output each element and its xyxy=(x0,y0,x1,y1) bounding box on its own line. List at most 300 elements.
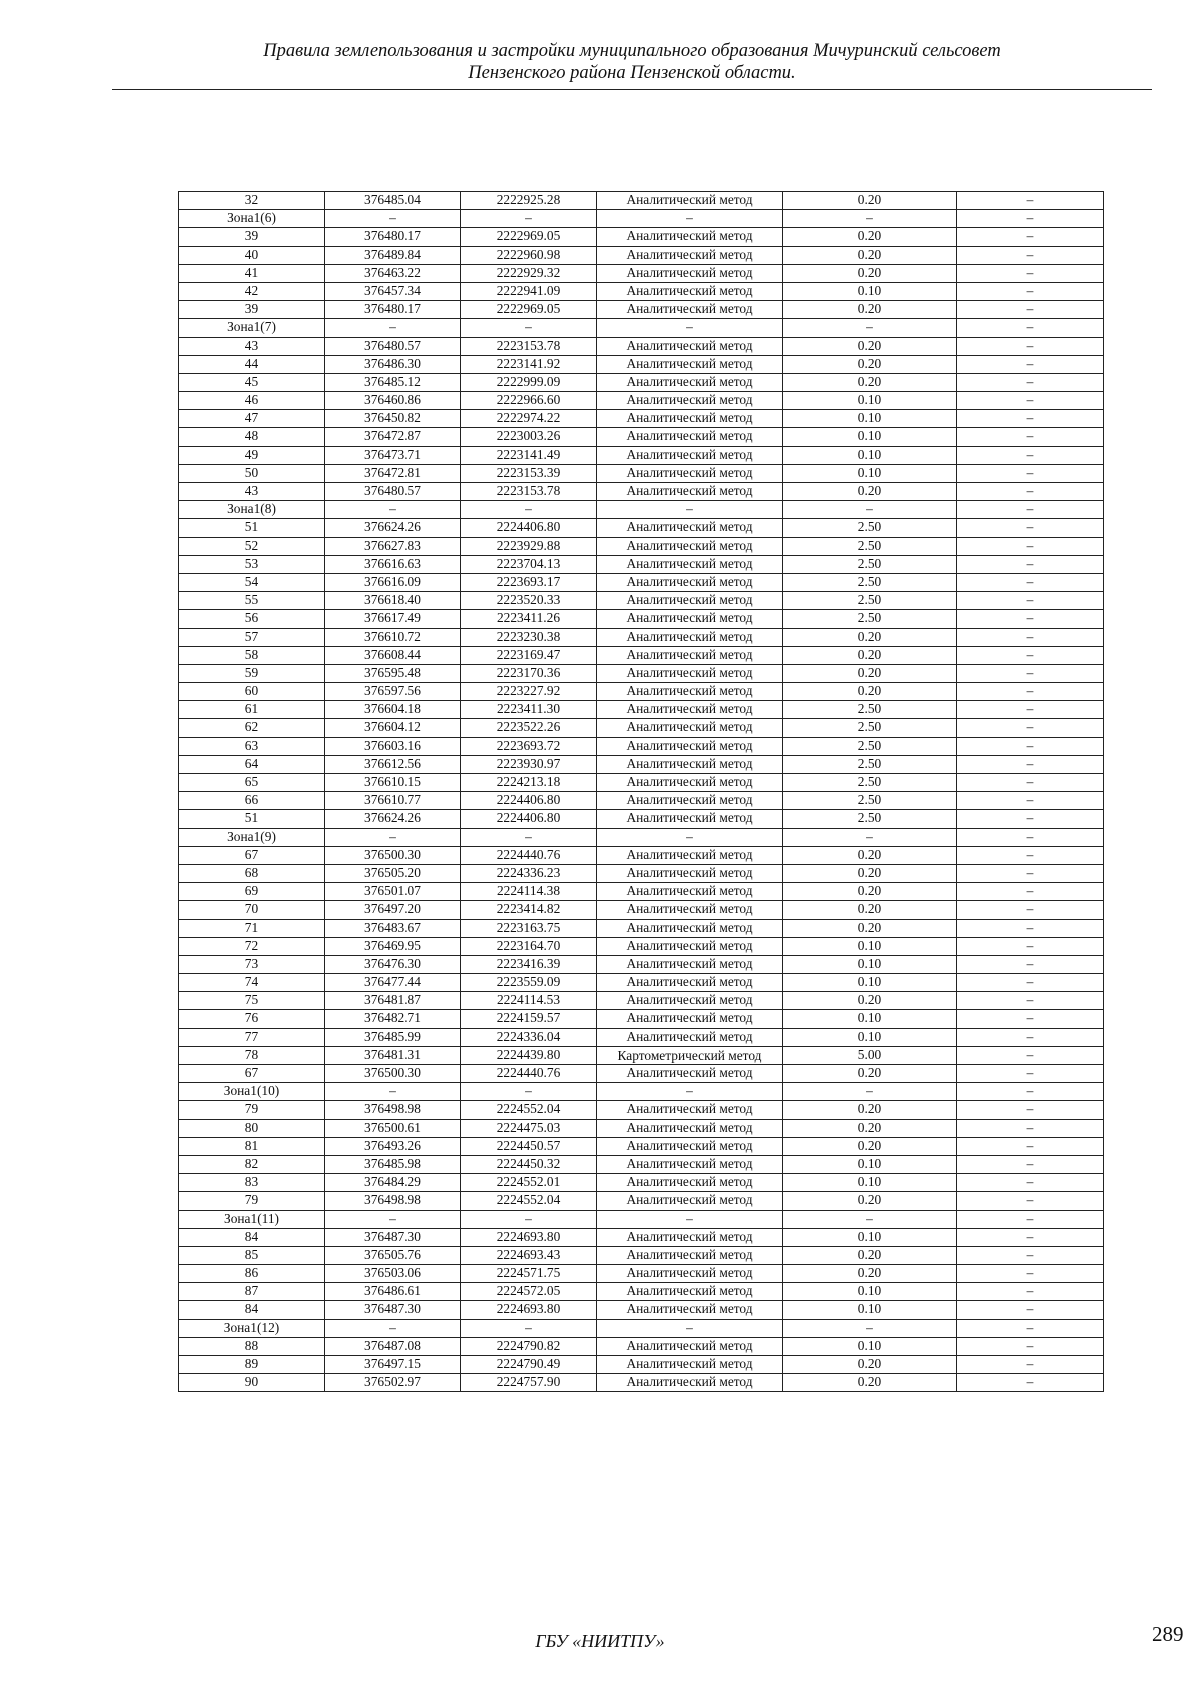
error-cell: 0.10 xyxy=(783,1337,957,1355)
y-coordinate-cell: 2224790.49 xyxy=(461,1356,597,1374)
table-row xyxy=(179,1028,1104,1046)
x-coordinate-cell: 376469.95 xyxy=(325,937,461,955)
x-coordinate-cell: 376604.18 xyxy=(325,701,461,719)
page-header xyxy=(112,40,1152,84)
note-cell: – xyxy=(957,846,1104,864)
error-cell: 2.50 xyxy=(783,610,957,628)
header-title-line-1: Правила землепользования и застройки муниципального образования Мичуринский сельсовет xyxy=(263,41,1001,61)
error-cell: 0.20 xyxy=(783,883,957,901)
table-row xyxy=(179,1137,1104,1155)
table-row xyxy=(179,373,1104,391)
error-cell: 2.50 xyxy=(783,792,957,810)
x-coordinate-cell: 376457.34 xyxy=(325,282,461,300)
table-row xyxy=(179,483,1104,501)
table-row xyxy=(179,1356,1104,1374)
note-cell: – xyxy=(957,1174,1104,1192)
table-row xyxy=(179,282,1104,300)
method-cell: Аналитический метод xyxy=(597,1155,783,1173)
y-coordinate-cell: – xyxy=(461,501,597,519)
method-cell: – xyxy=(597,319,783,337)
x-coordinate-cell: – xyxy=(325,1210,461,1228)
y-coordinate-cell: 2223930.97 xyxy=(461,755,597,773)
error-cell: 0.20 xyxy=(783,483,957,501)
x-coordinate-cell: 376610.15 xyxy=(325,774,461,792)
method-cell: Аналитический метод xyxy=(597,1028,783,1046)
note-cell: – xyxy=(957,774,1104,792)
table-row xyxy=(179,1010,1104,1028)
x-coordinate-cell: 376505.76 xyxy=(325,1246,461,1264)
y-coordinate-cell: 2223141.92 xyxy=(461,355,597,373)
error-cell: 0.10 xyxy=(783,1301,957,1319)
table-row xyxy=(179,1155,1104,1173)
table-row xyxy=(179,664,1104,682)
error-cell: 0.20 xyxy=(783,864,957,882)
point-id-cell: 51 xyxy=(179,810,325,828)
y-coordinate-cell: 2223227.92 xyxy=(461,683,597,701)
table-row xyxy=(179,410,1104,428)
zone-header-row xyxy=(179,501,1104,519)
note-cell: – xyxy=(957,1337,1104,1355)
error-cell: 0.10 xyxy=(783,392,957,410)
point-id-cell: 86 xyxy=(179,1265,325,1283)
y-coordinate-cell: 2222969.05 xyxy=(461,301,597,319)
x-coordinate-cell: 376473.71 xyxy=(325,446,461,464)
y-coordinate-cell: 2224450.57 xyxy=(461,1137,597,1155)
note-cell: – xyxy=(957,719,1104,737)
table-row xyxy=(179,464,1104,482)
y-coordinate-cell: – xyxy=(461,319,597,337)
point-id-cell: 40 xyxy=(179,246,325,264)
x-coordinate-cell: 376489.84 xyxy=(325,246,461,264)
note-cell: – xyxy=(957,483,1104,501)
note-cell: – xyxy=(957,573,1104,591)
x-coordinate-cell: 376486.30 xyxy=(325,355,461,373)
error-cell: 0.20 xyxy=(783,992,957,1010)
method-cell: – xyxy=(597,210,783,228)
x-coordinate-cell: 376624.26 xyxy=(325,810,461,828)
table-row xyxy=(179,719,1104,737)
error-cell: 0.10 xyxy=(783,464,957,482)
y-coordinate-cell: 2224406.80 xyxy=(461,519,597,537)
note-cell: – xyxy=(957,883,1104,901)
error-cell: 0.20 xyxy=(783,192,957,210)
x-coordinate-cell: 376497.15 xyxy=(325,1356,461,1374)
zone-header-row xyxy=(179,1083,1104,1101)
point-id-cell: 45 xyxy=(179,373,325,391)
error-cell: 2.50 xyxy=(783,719,957,737)
error-cell: 2.50 xyxy=(783,519,957,537)
point-id-cell: Зона1(9) xyxy=(179,828,325,846)
error-cell: 0.20 xyxy=(783,1137,957,1155)
error-cell: 0.20 xyxy=(783,246,957,264)
note-cell: – xyxy=(957,501,1104,519)
error-cell: 0.10 xyxy=(783,282,957,300)
table-row xyxy=(179,937,1104,955)
table-row xyxy=(179,919,1104,937)
note-cell: – xyxy=(957,1101,1104,1119)
point-id-cell: 32 xyxy=(179,192,325,210)
x-coordinate-cell: 376612.56 xyxy=(325,755,461,773)
y-coordinate-cell: 2224213.18 xyxy=(461,774,597,792)
method-cell: Аналитический метод xyxy=(597,774,783,792)
method-cell: Аналитический метод xyxy=(597,337,783,355)
error-cell: 0.20 xyxy=(783,1192,957,1210)
error-cell: 0.20 xyxy=(783,901,957,919)
point-id-cell: 59 xyxy=(179,664,325,682)
error-cell: 0.20 xyxy=(783,683,957,701)
method-cell: Аналитический метод xyxy=(597,1174,783,1192)
table-row xyxy=(179,337,1104,355)
point-id-cell: 61 xyxy=(179,701,325,719)
table-row xyxy=(179,1265,1104,1283)
y-coordinate-cell: 2224475.03 xyxy=(461,1119,597,1137)
point-id-cell: 75 xyxy=(179,992,325,1010)
point-id-cell: 48 xyxy=(179,428,325,446)
y-coordinate-cell: 2223414.82 xyxy=(461,901,597,919)
note-cell: – xyxy=(957,228,1104,246)
error-cell: – xyxy=(783,210,957,228)
table-row xyxy=(179,1192,1104,1210)
method-cell: Аналитический метод xyxy=(597,1137,783,1155)
note-cell: – xyxy=(957,1228,1104,1246)
note-cell: – xyxy=(957,555,1104,573)
error-cell: 2.50 xyxy=(783,755,957,773)
method-cell: Аналитический метод xyxy=(597,1228,783,1246)
error-cell: 2.50 xyxy=(783,573,957,591)
x-coordinate-cell: 376498.98 xyxy=(325,1192,461,1210)
zone-header-row xyxy=(179,828,1104,846)
error-cell: 0.20 xyxy=(783,301,957,319)
note-cell: – xyxy=(957,828,1104,846)
method-cell: Аналитический метод xyxy=(597,573,783,591)
error-cell: 0.20 xyxy=(783,846,957,864)
table-row xyxy=(179,446,1104,464)
error-cell: – xyxy=(783,501,957,519)
note-cell: – xyxy=(957,1083,1104,1101)
method-cell: Аналитический метод xyxy=(597,846,783,864)
method-cell: Аналитический метод xyxy=(597,755,783,773)
table-row xyxy=(179,883,1104,901)
coordinates-table xyxy=(178,191,1104,1392)
error-cell: 0.20 xyxy=(783,337,957,355)
point-id-cell: 54 xyxy=(179,573,325,591)
point-id-cell: 55 xyxy=(179,592,325,610)
note-cell: – xyxy=(957,992,1104,1010)
note-cell: – xyxy=(957,1246,1104,1264)
table-row xyxy=(179,974,1104,992)
x-coordinate-cell: 376500.30 xyxy=(325,1065,461,1083)
y-coordinate-cell: 2222960.98 xyxy=(461,246,597,264)
y-coordinate-cell: – xyxy=(461,1319,597,1337)
method-cell: Аналитический метод xyxy=(597,592,783,610)
error-cell: 0.10 xyxy=(783,410,957,428)
point-id-cell: 73 xyxy=(179,955,325,973)
note-cell: – xyxy=(957,646,1104,664)
x-coordinate-cell: – xyxy=(325,501,461,519)
error-cell: 2.50 xyxy=(783,592,957,610)
point-id-cell: 89 xyxy=(179,1356,325,1374)
x-coordinate-cell: 376477.44 xyxy=(325,974,461,992)
y-coordinate-cell: 2223411.30 xyxy=(461,701,597,719)
table-row xyxy=(179,701,1104,719)
note-cell: – xyxy=(957,1356,1104,1374)
table-row xyxy=(179,774,1104,792)
x-coordinate-cell: 376597.56 xyxy=(325,683,461,701)
error-cell: 0.10 xyxy=(783,1155,957,1173)
y-coordinate-cell: 2224693.80 xyxy=(461,1301,597,1319)
error-cell: – xyxy=(783,319,957,337)
method-cell: Аналитический метод xyxy=(597,664,783,682)
note-cell: – xyxy=(957,955,1104,973)
y-coordinate-cell: 2223704.13 xyxy=(461,555,597,573)
method-cell: Аналитический метод xyxy=(597,1119,783,1137)
note-cell: – xyxy=(957,319,1104,337)
error-cell: 0.10 xyxy=(783,974,957,992)
y-coordinate-cell: 2224336.23 xyxy=(461,864,597,882)
error-cell: 2.50 xyxy=(783,701,957,719)
y-coordinate-cell: 2224693.80 xyxy=(461,1228,597,1246)
y-coordinate-cell: 2224439.80 xyxy=(461,1046,597,1064)
x-coordinate-cell: 376483.67 xyxy=(325,919,461,937)
x-coordinate-cell: 376480.17 xyxy=(325,301,461,319)
point-id-cell: Зона1(11) xyxy=(179,1210,325,1228)
table-row xyxy=(179,228,1104,246)
note-cell: – xyxy=(957,592,1104,610)
point-id-cell: 69 xyxy=(179,883,325,901)
zone-header-row xyxy=(179,210,1104,228)
note-cell: – xyxy=(957,1374,1104,1392)
point-id-cell: 49 xyxy=(179,446,325,464)
x-coordinate-cell: 376487.30 xyxy=(325,1228,461,1246)
point-id-cell: 71 xyxy=(179,919,325,937)
note-cell: – xyxy=(957,337,1104,355)
point-id-cell: 56 xyxy=(179,610,325,628)
note-cell: – xyxy=(957,428,1104,446)
point-id-cell: 87 xyxy=(179,1283,325,1301)
note-cell: – xyxy=(957,1046,1104,1064)
table-row xyxy=(179,737,1104,755)
method-cell: Аналитический метод xyxy=(597,301,783,319)
method-cell: Аналитический метод xyxy=(597,1010,783,1028)
x-coordinate-cell: 376480.17 xyxy=(325,228,461,246)
point-id-cell: 76 xyxy=(179,1010,325,1028)
method-cell: Аналитический метод xyxy=(597,355,783,373)
note-cell: – xyxy=(957,1210,1104,1228)
note-cell: – xyxy=(957,628,1104,646)
point-id-cell: 57 xyxy=(179,628,325,646)
zone-header-row xyxy=(179,319,1104,337)
x-coordinate-cell: 376501.07 xyxy=(325,883,461,901)
note-cell: – xyxy=(957,974,1104,992)
error-cell: 0.20 xyxy=(783,1246,957,1264)
table-row xyxy=(179,1065,1104,1083)
point-id-cell: 47 xyxy=(179,410,325,428)
point-id-cell: 39 xyxy=(179,228,325,246)
point-id-cell: Зона1(12) xyxy=(179,1319,325,1337)
error-cell: – xyxy=(783,828,957,846)
table-row xyxy=(179,1174,1104,1192)
x-coordinate-cell: 376485.98 xyxy=(325,1155,461,1173)
x-coordinate-cell: 376627.83 xyxy=(325,537,461,555)
method-cell: Аналитический метод xyxy=(597,246,783,264)
x-coordinate-cell: 376610.77 xyxy=(325,792,461,810)
x-coordinate-cell: 376624.26 xyxy=(325,519,461,537)
method-cell: Аналитический метод xyxy=(597,483,783,501)
point-id-cell: 64 xyxy=(179,755,325,773)
point-id-cell: 83 xyxy=(179,1174,325,1192)
y-coordinate-cell: 2222969.05 xyxy=(461,228,597,246)
note-cell: – xyxy=(957,1301,1104,1319)
y-coordinate-cell: 2224440.76 xyxy=(461,846,597,864)
error-cell: 0.10 xyxy=(783,955,957,973)
method-cell: Аналитический метод xyxy=(597,1374,783,1392)
table-row xyxy=(179,1337,1104,1355)
point-id-cell: 67 xyxy=(179,1065,325,1083)
method-cell: Аналитический метод xyxy=(597,1101,783,1119)
x-coordinate-cell: 376485.99 xyxy=(325,1028,461,1046)
note-cell: – xyxy=(957,210,1104,228)
method-cell: Аналитический метод xyxy=(597,683,783,701)
method-cell: Аналитический метод xyxy=(597,992,783,1010)
table-row xyxy=(179,592,1104,610)
x-coordinate-cell: – xyxy=(325,210,461,228)
method-cell: – xyxy=(597,828,783,846)
error-cell: 0.20 xyxy=(783,264,957,282)
table-row xyxy=(179,573,1104,591)
error-cell: 0.20 xyxy=(783,373,957,391)
error-cell: 0.10 xyxy=(783,1283,957,1301)
error-cell: 5.00 xyxy=(783,1046,957,1064)
method-cell: – xyxy=(597,1319,783,1337)
y-coordinate-cell: 2223003.26 xyxy=(461,428,597,446)
note-cell: – xyxy=(957,919,1104,937)
y-coordinate-cell: 2224114.38 xyxy=(461,883,597,901)
error-cell: 2.50 xyxy=(783,774,957,792)
table-row xyxy=(179,1101,1104,1119)
x-coordinate-cell: 376487.08 xyxy=(325,1337,461,1355)
note-cell: – xyxy=(957,373,1104,391)
method-cell: Аналитический метод xyxy=(597,1301,783,1319)
note-cell: – xyxy=(957,1028,1104,1046)
y-coordinate-cell: 2224552.04 xyxy=(461,1101,597,1119)
method-cell: Аналитический метод xyxy=(597,919,783,937)
y-coordinate-cell: 2223693.72 xyxy=(461,737,597,755)
y-coordinate-cell: 2222941.09 xyxy=(461,282,597,300)
y-coordinate-cell: 2224440.76 xyxy=(461,1065,597,1083)
method-cell: Аналитический метод xyxy=(597,937,783,955)
x-coordinate-cell: 376617.49 xyxy=(325,610,461,628)
note-cell: – xyxy=(957,1265,1104,1283)
error-cell: 0.10 xyxy=(783,446,957,464)
table-row xyxy=(179,301,1104,319)
x-coordinate-cell: 376487.30 xyxy=(325,1301,461,1319)
x-coordinate-cell: 376608.44 xyxy=(325,646,461,664)
y-coordinate-cell: 2224336.04 xyxy=(461,1028,597,1046)
y-coordinate-cell: 2222974.22 xyxy=(461,410,597,428)
error-cell: 0.10 xyxy=(783,1174,957,1192)
table-row xyxy=(179,992,1104,1010)
point-id-cell: 43 xyxy=(179,337,325,355)
method-cell: Аналитический метод xyxy=(597,1356,783,1374)
x-coordinate-cell: 376616.09 xyxy=(325,573,461,591)
point-id-cell: 62 xyxy=(179,719,325,737)
note-cell: – xyxy=(957,537,1104,555)
table-row xyxy=(179,1374,1104,1392)
method-cell: Аналитический метод xyxy=(597,392,783,410)
note-cell: – xyxy=(957,1319,1104,1337)
error-cell: 0.20 xyxy=(783,1065,957,1083)
table-row xyxy=(179,1046,1104,1064)
x-coordinate-cell: 376480.57 xyxy=(325,337,461,355)
table-row xyxy=(179,1228,1104,1246)
table-row xyxy=(179,537,1104,555)
method-cell: Аналитический метод xyxy=(597,428,783,446)
point-id-cell: 72 xyxy=(179,937,325,955)
error-cell: 0.20 xyxy=(783,1101,957,1119)
y-coordinate-cell: 2223559.09 xyxy=(461,974,597,992)
note-cell: – xyxy=(957,701,1104,719)
note-cell: – xyxy=(957,901,1104,919)
method-cell: Аналитический метод xyxy=(597,1065,783,1083)
y-coordinate-cell: 2223169.47 xyxy=(461,646,597,664)
y-coordinate-cell: 2222929.32 xyxy=(461,264,597,282)
table-row xyxy=(179,555,1104,573)
error-cell: 0.20 xyxy=(783,919,957,937)
note-cell: – xyxy=(957,392,1104,410)
x-coordinate-cell: 376498.98 xyxy=(325,1101,461,1119)
point-id-cell: 66 xyxy=(179,792,325,810)
table-row xyxy=(179,355,1104,373)
y-coordinate-cell: 2224450.32 xyxy=(461,1155,597,1173)
table-row xyxy=(179,1283,1104,1301)
method-cell: Аналитический метод xyxy=(597,228,783,246)
error-cell: 2.50 xyxy=(783,737,957,755)
x-coordinate-cell: 376460.86 xyxy=(325,392,461,410)
x-coordinate-cell: 376503.06 xyxy=(325,1265,461,1283)
table-row xyxy=(179,428,1104,446)
table-row xyxy=(179,246,1104,264)
y-coordinate-cell: – xyxy=(461,210,597,228)
y-coordinate-cell: 2223153.78 xyxy=(461,337,597,355)
point-id-cell: 41 xyxy=(179,264,325,282)
table-row xyxy=(179,1301,1104,1319)
note-cell: – xyxy=(957,664,1104,682)
point-id-cell: Зона1(6) xyxy=(179,210,325,228)
note-cell: – xyxy=(957,282,1104,300)
table-row xyxy=(179,192,1104,210)
x-coordinate-cell: 376476.30 xyxy=(325,955,461,973)
error-cell: 0.20 xyxy=(783,664,957,682)
x-coordinate-cell: 376450.82 xyxy=(325,410,461,428)
y-coordinate-cell: 2223693.17 xyxy=(461,573,597,591)
error-cell: 0.20 xyxy=(783,1374,957,1392)
table-row xyxy=(179,610,1104,628)
point-id-cell: 90 xyxy=(179,1374,325,1392)
point-id-cell: 60 xyxy=(179,683,325,701)
y-coordinate-cell: – xyxy=(461,1210,597,1228)
method-cell: Аналитический метод xyxy=(597,864,783,882)
x-coordinate-cell: 376595.48 xyxy=(325,664,461,682)
header-divider xyxy=(112,89,1152,90)
y-coordinate-cell: 2224790.82 xyxy=(461,1337,597,1355)
note-cell: – xyxy=(957,810,1104,828)
method-cell: Аналитический метод xyxy=(597,446,783,464)
point-id-cell: 79 xyxy=(179,1101,325,1119)
table-row xyxy=(179,864,1104,882)
x-coordinate-cell: – xyxy=(325,319,461,337)
point-id-cell: 84 xyxy=(179,1301,325,1319)
note-cell: – xyxy=(957,864,1104,882)
